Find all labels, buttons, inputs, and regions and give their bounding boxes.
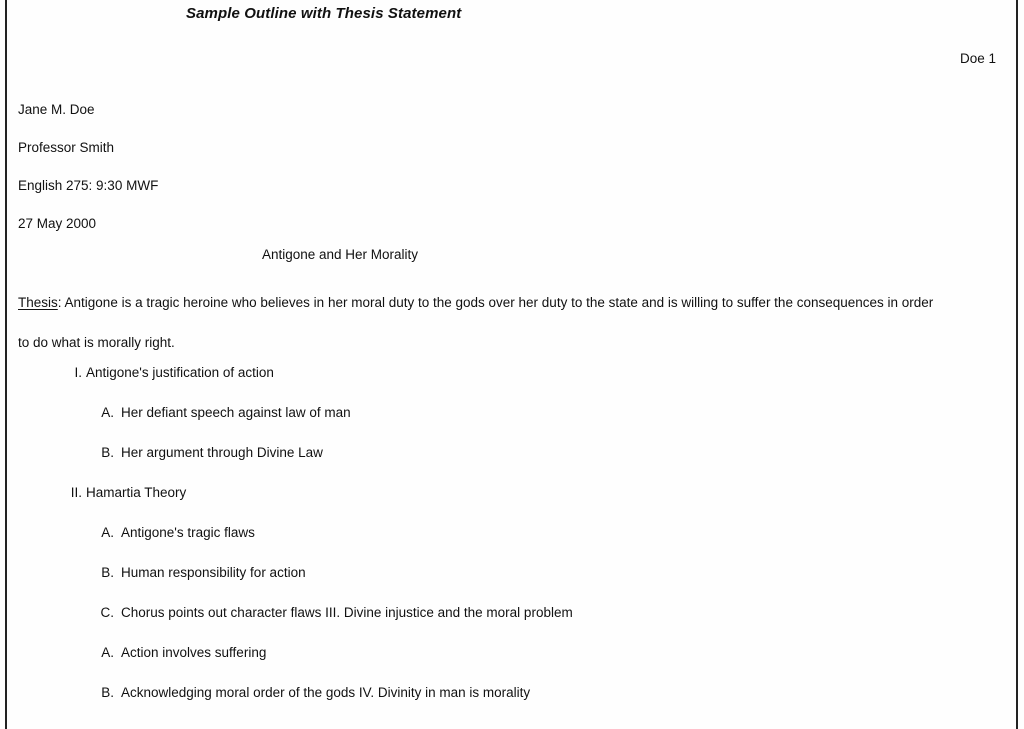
outline-item xyxy=(8,525,1016,565)
outline-item-marker: B. xyxy=(101,565,114,580)
outline-item-text: Chorus points out character flaws III. Divine injustice and the moral problem xyxy=(121,605,573,620)
page-sheet xyxy=(8,0,1016,729)
outline-item-text: Antigone's justification of action xyxy=(86,365,274,380)
outline-item-text: Acknowledging moral order of the gods IV. Divinity in man is morality xyxy=(121,685,531,700)
mla-heading-block xyxy=(18,91,618,243)
outline-item xyxy=(8,365,1016,405)
heading-author: Jane M. Doe xyxy=(18,102,95,117)
outline-item xyxy=(8,645,1016,685)
thesis-label: Thesis xyxy=(18,295,58,310)
thesis-text: Antigone is a tragic heroine who believes in her moral duty to the gods over her duty to the state and is willing to suffer the consequences in order to do what is morally right. xyxy=(18,295,934,350)
outline-item xyxy=(8,565,1016,605)
outline-item-marker: B. xyxy=(101,445,114,460)
page-left-edge-rule xyxy=(5,0,7,729)
document-title: Sample Outline with Thesis Statement xyxy=(186,5,462,22)
page-right-edge-rule xyxy=(1016,0,1018,729)
outline-item xyxy=(8,445,1016,485)
outline-item xyxy=(8,685,1016,725)
outline-item-text: Hamartia Theory xyxy=(86,485,187,500)
thesis-separator: : xyxy=(57,295,65,310)
outline-item-marker: A. xyxy=(101,645,114,660)
outline-item-marker: I. xyxy=(74,365,82,380)
heading-instructor: Professor Smith xyxy=(18,140,115,155)
outline-item xyxy=(8,485,1016,525)
outline-item-marker: A. xyxy=(101,405,114,420)
outline-item-text: Her argument through Divine Law xyxy=(121,445,323,460)
paper-title-text: Antigone and Her Morality xyxy=(261,247,419,262)
outline-item xyxy=(8,605,1016,645)
outline-item-text: Human responsibility for action xyxy=(121,565,306,580)
outline-item-marker: B. xyxy=(101,685,114,700)
heading-date: 27 May 2000 xyxy=(18,216,97,231)
outline-item-marker: A. xyxy=(101,525,114,540)
outline-item-marker: II. xyxy=(70,485,82,500)
outline-item-marker: C. xyxy=(100,605,114,620)
outline-list xyxy=(8,365,1016,725)
outline-item-text: Her defiant speech against law of man xyxy=(121,405,351,420)
paper-title xyxy=(8,247,1016,262)
outline-item-text: Antigone's tragic flaws xyxy=(121,525,255,540)
outline-item xyxy=(8,405,1016,445)
running-head: Doe 1 xyxy=(959,51,996,66)
heading-course: English 275: 9:30 MWF xyxy=(18,178,159,193)
outline-item-text: Action involves suffering xyxy=(121,645,267,660)
thesis-statement xyxy=(18,283,938,363)
